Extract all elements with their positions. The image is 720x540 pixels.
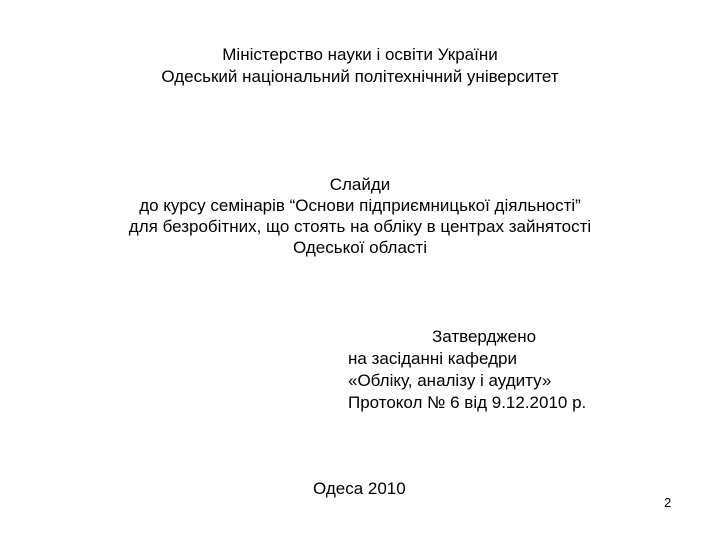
ministry-name: Міністерство науки і освіти України	[222, 45, 498, 64]
university-name: Одеський національний політехнічний університет	[161, 67, 559, 86]
protocol-line: Протокол № 6 від 9.12.2010 р.	[348, 393, 587, 412]
department-name: «Обліку, аналізу і аудиту»	[348, 371, 552, 390]
city-year: Одеса 2010	[313, 479, 406, 498]
slides-heading: Слайди	[329, 175, 391, 194]
meeting-label: на засіданні кафедри	[348, 349, 517, 368]
page-number: 2	[664, 495, 672, 510]
audience-line: для безробітних, що стоять на обліку в центрах зайнятості	[128, 217, 592, 236]
region-line: Одеської області	[293, 238, 427, 257]
approved-label: Затверджено	[432, 327, 537, 346]
course-line: до курсу семінарів “Основи підприємницької діяльності”	[139, 196, 581, 215]
